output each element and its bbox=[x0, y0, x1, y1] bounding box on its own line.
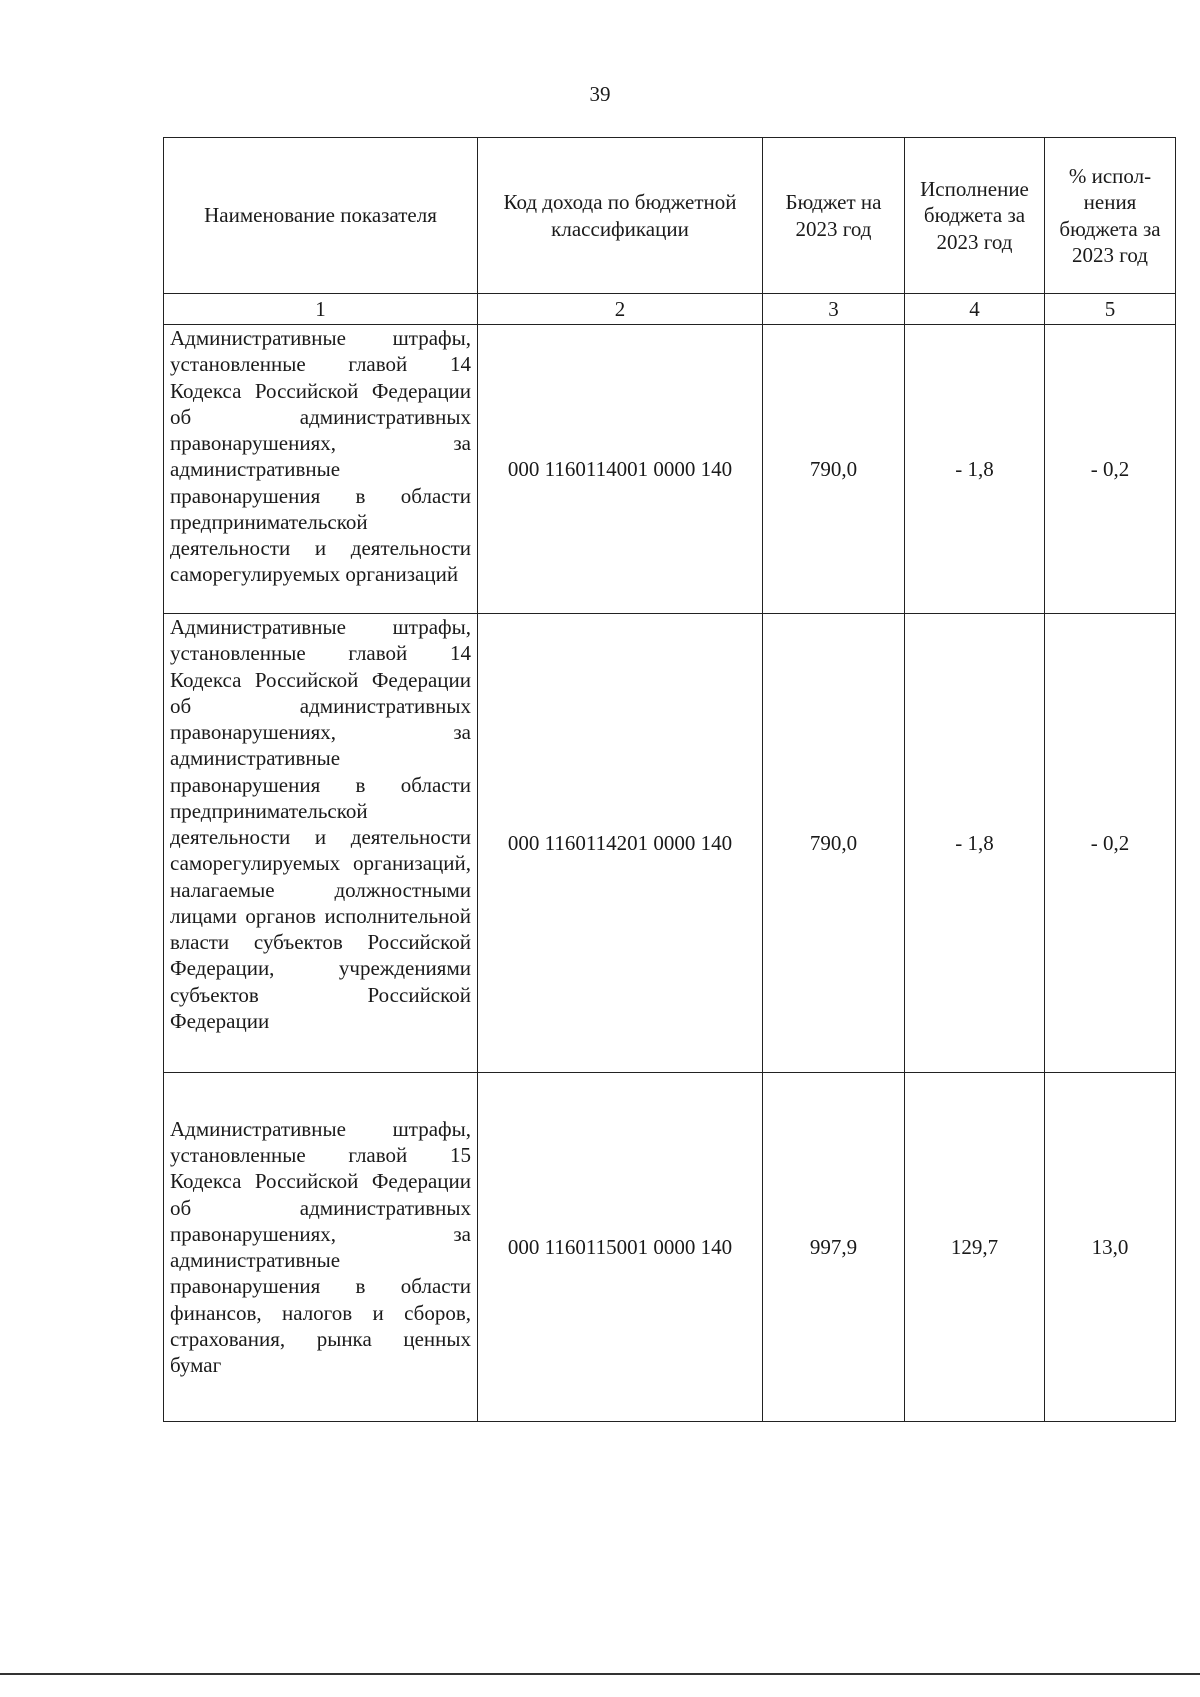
execution-cell: - 1,8 bbox=[905, 325, 1045, 614]
header-budget: Бюджет на 2023 год bbox=[763, 138, 905, 294]
column-number: 4 bbox=[905, 294, 1045, 325]
indicator-name-cell: Административные штрафы, установленные главой 14 Кодекса Российской Федерации об административных правонарушениях, за административные правонарушения в области предпринимательской деятельности и деятельности саморегулируемых организаций bbox=[164, 325, 478, 614]
percent-cell: - 0,2 bbox=[1045, 325, 1176, 614]
header-revenue-code: Код дохода по бюджетной классификации bbox=[478, 138, 763, 294]
revenue-code-cell: 000 1160115001 0000 140 bbox=[478, 1073, 763, 1422]
execution-cell: - 1,8 bbox=[905, 614, 1045, 1073]
budget-cell: 790,0 bbox=[763, 614, 905, 1073]
percent-cell: - 0,2 bbox=[1045, 614, 1176, 1073]
page-number: 39 bbox=[589, 82, 611, 106]
header-row bbox=[164, 138, 1176, 294]
execution-cell: 129,7 bbox=[905, 1073, 1045, 1422]
revenue-code-cell: 000 1160114001 0000 140 bbox=[478, 325, 763, 614]
column-number: 5 bbox=[1045, 294, 1176, 325]
budget-cell: 997,9 bbox=[763, 1073, 905, 1422]
header-execution: Исполнение бюджета за 2023 год bbox=[905, 138, 1045, 294]
column-number: 2 bbox=[478, 294, 763, 325]
budget-cell: 790,0 bbox=[763, 325, 905, 614]
table-row bbox=[164, 325, 1176, 614]
column-number: 1 bbox=[164, 294, 478, 325]
column-number: 3 bbox=[763, 294, 905, 325]
revenue-table bbox=[163, 137, 1176, 1422]
table-row bbox=[164, 1073, 1176, 1422]
revenue-code-cell: 000 1160114201 0000 140 bbox=[478, 614, 763, 1073]
footer-rule bbox=[0, 1673, 1200, 1675]
indicator-name-cell: Административные штрафы, установленные главой 15 Кодекса Российской Федерации об административных правонарушениях, за административные правонарушения в области финансов, налогов и сборов, страхования, рынка ценных бумаг bbox=[164, 1073, 478, 1422]
indicator-name-cell: Административные штрафы, установленные главой 14 Кодекса Российской Федерации об административных правонарушениях, за административные правонарушения в области предпринимательской деятельности и деятельности саморегулируемых организаций, налагаемые должностными лицами органов исполнительной власти субъектов Российской Федерации, учреждениями субъектов Российской Федерации bbox=[164, 614, 478, 1073]
percent-cell: 13,0 bbox=[1045, 1073, 1176, 1422]
column-number-row bbox=[164, 294, 1176, 325]
header-percent: % испол-нения бюджета за 2023 год bbox=[1045, 138, 1176, 294]
table-row bbox=[164, 614, 1176, 1073]
header-indicator-name: Наименование показателя bbox=[164, 138, 478, 294]
